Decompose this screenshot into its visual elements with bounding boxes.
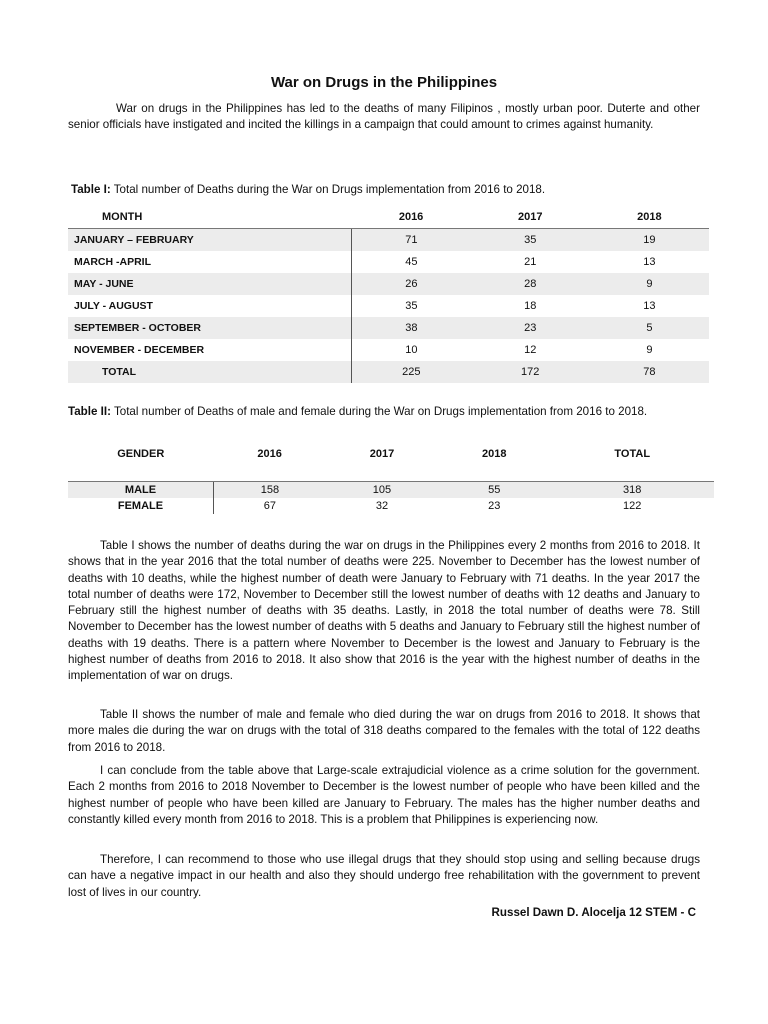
column-header: GENDER	[117, 448, 165, 460]
table-cell: 23	[488, 500, 501, 512]
table-cell: 318	[550, 482, 714, 499]
deaths-by-gender-table	[68, 442, 714, 514]
row-label: NOVEMBER - DECEMBER	[68, 339, 352, 361]
table-header-row	[68, 206, 709, 229]
table-cell: 122	[623, 500, 642, 512]
table-row	[68, 295, 709, 317]
document-title: War on Drugs in the Philippines	[270, 74, 498, 91]
table-cell: 10	[405, 344, 418, 356]
table1-caption-text: Total number of Deaths during the War on Drugs implementation from 2016 to 2018.	[110, 183, 546, 196]
column-header: 2018	[590, 206, 709, 229]
table-row	[68, 482, 714, 499]
row-label: MARCH -APRIL	[68, 251, 352, 273]
table-cell: 105	[326, 482, 438, 499]
table-spacer-row	[68, 466, 714, 482]
table-cell: 55	[438, 482, 550, 499]
table-cell: 21	[524, 256, 537, 268]
table-cell: 38	[352, 317, 471, 339]
table-cell: 13	[643, 300, 656, 312]
table-cell: 32	[375, 500, 389, 512]
table-cell: 35	[471, 229, 590, 252]
table-cell: 67	[263, 500, 277, 512]
row-label: FEMALE	[68, 498, 214, 514]
table-row	[68, 229, 709, 252]
column-header: 2018	[482, 448, 507, 460]
table-cell: 26	[352, 273, 471, 295]
table2-caption-label: Table II:	[68, 405, 111, 418]
table-row	[68, 273, 709, 295]
table-cell: 45	[405, 256, 418, 268]
row-label: JANUARY – FEBRUARY	[68, 229, 352, 252]
table-cell: 12	[524, 344, 537, 356]
table-row	[68, 339, 709, 361]
table-cell: 13	[643, 256, 656, 268]
analysis-paragraph-1: Table I shows the number of deaths during the war on drugs in the Philippines every 2 months from 2016 to 2018. It shows that in the year 2016 that the total number of deaths were 225. November to December has the lowest number of deaths with 10 deaths, while the highest number of death were January to February with 71 deaths. In the year 2017 the total number of deaths were 172, November to December still the lowest number of deaths with 12 deaths and January to February still the highest number of deaths with 35 deaths. Lastly, in 2018 the total number of deaths were 78. Still November to December has the lowest number of deaths with 5 deaths and January to February still the highest number of deaths with 19 deaths. There is a pattern where November to December is the lowest and January to February is the highest number of deaths from 2016 to 2018. It also show that 2016 is the year with the highest number of deaths in the implementation of war on drugs.	[68, 539, 700, 683]
table-cell: 23	[471, 317, 590, 339]
table2-caption	[68, 404, 704, 420]
table-cell: 19	[590, 229, 709, 252]
column-header: 2017	[471, 206, 590, 229]
deaths-by-month-table	[68, 206, 709, 383]
conclusion-paragraph: I can conclude from the table above that Large-scale extrajudicial violence as a crime solution for the government. Each 2 months from 2016 to 2018 November to December is the lowest number of people who have been killed and the highest number of people who have been killed are January to February. The males has the higher number deaths and constantly killed every month from 2016 to 2018. This is a problem that Philippines is experiencing now.	[68, 764, 700, 826]
table-cell: 35	[405, 300, 418, 312]
table-cell: 225	[352, 361, 471, 383]
table2-caption-text: Total number of Deaths of male and female during the War on Drugs implementation from 2016 to 2018.	[110, 405, 648, 418]
row-label: TOTAL	[68, 361, 352, 383]
table-row	[68, 251, 709, 273]
table-cell: 28	[471, 273, 590, 295]
table-row	[68, 317, 709, 339]
table-row	[68, 498, 714, 514]
column-header: MONTH	[68, 206, 352, 229]
table-total-row	[68, 361, 709, 383]
row-label: MALE	[68, 482, 214, 499]
table-cell: 71	[352, 229, 471, 252]
table1-caption	[71, 182, 545, 198]
row-label: SEPTEMBER - OCTOBER	[68, 317, 352, 339]
recommendation-paragraph: Therefore, I can recommend to those who use illegal drugs that they should stop using and selling because drugs can have a negative impact in our health and also they should undergo free rehabilitation with the government to prevent lost of lives in our country.	[68, 853, 700, 899]
analysis-paragraph-2: Table II shows the number of male and female who died during the war on drugs from 2016 to 2018. It shows that more males die during the war on drugs with the total of 318 deaths compared to the females with the total of 122 deaths from 2016 to 2018.	[68, 708, 700, 754]
table-cell: 9	[590, 273, 709, 295]
column-header: 2017	[369, 448, 395, 460]
table-cell: 158	[214, 482, 326, 499]
table-cell: 18	[524, 300, 537, 312]
column-header: TOTAL	[614, 448, 651, 460]
table-cell: 78	[590, 361, 709, 383]
table1-caption-label: Table I:	[71, 183, 111, 196]
table-cell: 5	[590, 317, 709, 339]
intro-paragraph: War on drugs in the Philippines has led to the deaths of many Filipinos , mostly urban poor. Duterte and other senior officials have instigated and incited the killings in a campaign that could amount to crimes against humanity.	[68, 102, 700, 132]
row-label: MAY - JUNE	[68, 273, 352, 295]
row-label: JULY - AUGUST	[68, 295, 352, 317]
column-header: 2016	[352, 206, 471, 229]
table-cell: 9	[646, 344, 653, 356]
table-header-row	[68, 442, 714, 466]
column-header: 2016	[257, 448, 282, 460]
author-signature: Russel Dawn D. Alocelja 12 STEM - C	[491, 906, 696, 919]
table-cell: 172	[471, 361, 590, 383]
